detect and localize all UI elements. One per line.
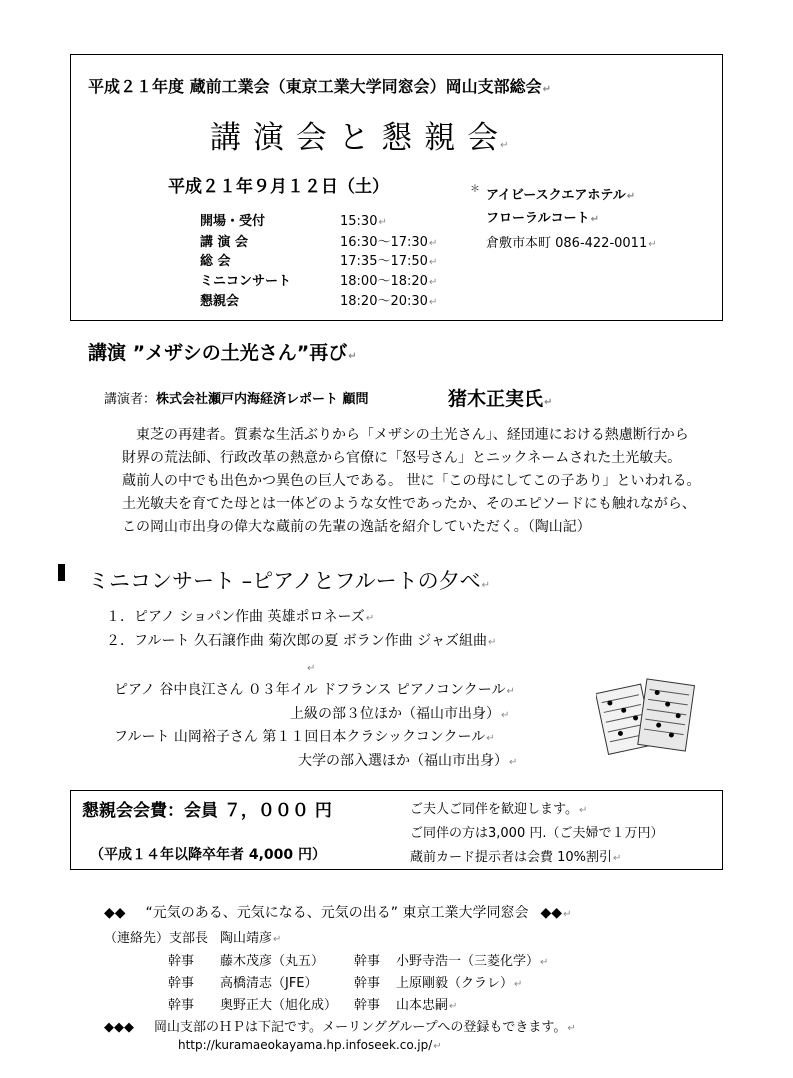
- fee-sub: （平成１４年以降卒年者 4,000 円）: [90, 847, 327, 863]
- lecture-paragraph: [122, 424, 700, 539]
- speaker-name: 猪木正実氏↵: [448, 388, 553, 410]
- empty-paragraph: ↵: [307, 663, 316, 674]
- fee-note: ご同伴の方は3,000 円.（ご夫婦で１万円）: [410, 826, 664, 841]
- paragraph-line: 蔵前人の中でも出色かつ異色の巨人である。 世に「この母にしてこの子あり」といわれる。: [122, 473, 701, 489]
- concert-heading: ミニコンサート –ピアノとフルートの夕べ↵: [88, 569, 491, 593]
- diamond-marks: ◆◆: [540, 905, 563, 921]
- schedule-row: ミニコンサート 18:00～18:20↵: [200, 274, 438, 289]
- lecture-heading: 講演 ”メザシの土光さん”再び↵: [88, 342, 357, 364]
- homepage-url[interactable]: http://kuramaeokayama.hp.infoseek.co.jp/↵: [178, 1038, 442, 1052]
- fee-note: 蔵前カード提示者は会費 10%割引↵: [410, 850, 622, 865]
- contact-chief: （連絡先）支部長 陶山靖彦↵: [104, 931, 282, 946]
- slogan-text: “元気のある、元気になる、元気の出る” 東京工業大学同窓会: [145, 905, 529, 921]
- schedule-row: 開場・受付 15:30↵: [200, 214, 387, 229]
- paragraph-line: この岡山市出身の偉大な蔵前の先輩の逸話を紹介していただく。（陶山記）: [122, 519, 591, 535]
- event-date: 平成２１年９月１２日（土）: [168, 177, 389, 197]
- program-item: １．ピアノ ショパン作曲 英雄ポロネーズ↵: [106, 609, 375, 625]
- paragraph-line: 東芝の再建者。質素な生活ぶりから「メザシの土光さん」、経団連における熱慮断行から: [122, 427, 689, 443]
- diamond-marks: ◆◆: [104, 905, 126, 921]
- section-marker: [58, 564, 65, 581]
- paragraph-line: 財界の荒法師、行政改革の熱意から官僚に「怒号さん」とニックネームされた土光敏夫。: [122, 450, 682, 466]
- diamond-marks: ◆◆◆: [104, 1020, 134, 1035]
- performer-line: 上級の部３位ほか（福山市出身）↵: [290, 706, 510, 722]
- performer-line: ピアノ 谷中良江さん ０３年イル ドフランス ピアノコンクール↵: [114, 682, 515, 698]
- venue-room: フローラルコート↵: [486, 211, 600, 226]
- sheet-music-illustration: [596, 676, 702, 762]
- event-heading: 平成２１年度 蔵前工業会（東京工業大学同窓会）岡山支部総会↵: [88, 77, 551, 96]
- schedule-row: 懇親会 18:20～20:30↵: [200, 294, 438, 309]
- contact-row: 幹事 奥野正大（旭化成） 幹事 山本忠嗣↵: [168, 998, 458, 1013]
- speaker-prefix: 講演者：: [104, 392, 157, 407]
- schedule-row: 講 演 会 16:30～17:30↵: [200, 235, 438, 250]
- contact-row: 幹事 高橋清志（JFE） 幹事 上原剛毅（クラレ）↵: [168, 976, 523, 991]
- slogan-line: ◆◆ “元気のある、元気になる、元気の出る” 東京工業大学同窓会 ◆◆↵: [104, 905, 572, 921]
- performer-line: フルート 山岡裕子さん 第１１回日本クラシックコンクール↵: [114, 729, 495, 745]
- performer-line: 大学の部入選ほか（福山市出身）↵: [298, 753, 518, 769]
- fee-main: 懇親会会費：会員 ７，０００ 円: [82, 801, 332, 821]
- event-title: 講 演 会 と 懇 親 会↵: [210, 120, 510, 156]
- venue-marker: ＊: [470, 184, 480, 195]
- contact-row: 幹事 藤木茂彦（丸五） 幹事 小野寺浩一（三菱化学）↵: [168, 954, 549, 969]
- schedule-row: 総 会 17:35～17:50↵: [200, 254, 438, 269]
- speaker-org: 株式会社瀬戸内海経済レポート 顧問: [156, 392, 369, 407]
- program-item: ２．フルート 久石譲作曲 菊次郎の夏 ボラン作曲 ジャズ組曲↵: [106, 633, 497, 649]
- paragraph-line: 土光敏夫を育てた母とは一体どのような女性であったか、そのエピソードにも触れながら、: [122, 496, 696, 512]
- lecture-speaker: [104, 388, 369, 407]
- hp-note-line: ◆◆◆ 岡山支部のＨＰは下記です。メーリンググループへの登録もできます。↵: [104, 1020, 576, 1035]
- venue-name: アイビースクエアホテル↵: [486, 188, 636, 203]
- hp-note: 岡山支部のＨＰは下記です。メーリンググループへの登録もできます。: [154, 1020, 567, 1035]
- fee-note: ご夫人ご同伴を歓迎します。↵: [410, 802, 588, 817]
- venue-address: 倉敷市本町 086-422-0011↵: [486, 236, 657, 251]
